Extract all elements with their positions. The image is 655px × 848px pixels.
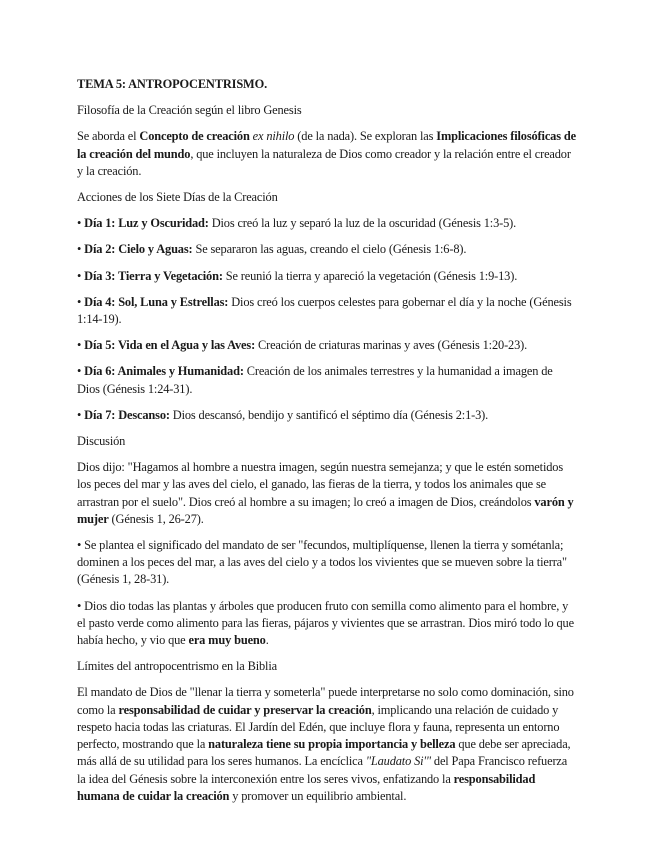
day-item-3: • Día 3: Tierra y Vegetación: Se reunió la tierra y apareció la vegetación (Génesis 1:9-13). (77, 268, 518, 283)
discussion-paragraph-1: Dios dijo: "Hagamos al hombre a nuestra imagen, según nuestra semejanza; y que le estén sometidos los peces del mar y las aves del cielo, el ganado, las fieras de la tierra, y todos los animales que se arrastran por el suelo". Dios creó al hombre a su imagen; lo creó a imagen de Dios, creándolos varón y mujer (Génesis 1, 26-27). (77, 460, 574, 526)
day-item-5: • Día 5: Vida en el Agua y las Aves: Creación de criaturas marinas y aves (Génesis 1:20-23). (77, 338, 528, 353)
days-heading: Acciones de los Siete Días de la Creación (77, 190, 278, 205)
limits-paragraph: El mandato de Dios de "llenar la tierra y someterla" puede interpretarse no solo como dominación, sino como la responsabilidad de cuidar y preservar la creación, implicando una relación de cuidado y respeto hacia todas las criaturas. El Jardín del Edén, que incluye flora y fauna, representa un entorno perfecto, mostrando que la naturaleza tiene su propia importancia y belleza que debe ser apreciada, más allá de su utilidad para los seres humanos. La encíclica "Laudato Si'" del Papa Francisco refuerza la idea del Génesis sobre la interconexión entre los seres vivos, enfatizando la responsabilidad humana de cuidar la creación y promover un equilibrio ambiental. (77, 685, 574, 803)
day-item-6: • Día 6: Animales y Humanidad: Creación de los animales terrestres y la humanidad a imagen de Dios (Génesis 1:24-31). (77, 364, 553, 396)
day-item-7: • Día 7: Descanso: Dios descansó, bendijo y santificó el séptimo día (Génesis 2:1-3). (77, 407, 489, 422)
page-title: TEMA 5: ANTROPOCENTRISMO. (77, 77, 268, 91)
limits-heading: Límites del antropocentrismo en la Biblia (77, 659, 277, 674)
day-item-2: • Día 2: Cielo y Aguas: Se separaron las aguas, creando el cielo (Génesis 1:6-8). (77, 242, 467, 257)
day-item-4: • Día 4: Sol, Luna y Estrellas: Dios creó los cuerpos celestes para gobernar el día y la noche (Génesis 1:14-19). (77, 294, 572, 327)
discussion-paragraph-2: • Se plantea el significado del mandato de ser "fecundos, multiplíquense, llenen la tierra y sométanla; dominen a los peces del mar, a las aves del cielo y a todos los vivientes que se mueven sobre la tierra" (Génesis 1, 28-31). (77, 538, 567, 587)
discussion-heading: Discusión (77, 434, 126, 449)
subtitle: Filosofía de la Creación según el libro Genesis (77, 103, 302, 118)
discussion-paragraph-3: • Dios dio todas las plantas y árboles que producen fruto con semilla como alimento para el hombre, y el pasto verde como alimento para las fieras, pájaros y vivientes que se arrastran. Dios miró todo lo que había hecho, y vio que era muy bueno. (77, 598, 574, 648)
day-item-1: • Día 1: Luz y Oscuridad: Dios creó la luz y separó la luz de la oscuridad (Génesis 1:3-5). (77, 216, 517, 231)
intro-paragraph: Se aborda el Concepto de creación ex nihilo (de la nada). Se exploran las Implicaciones filosóficas de la creación del mundo, que incluyen la naturaleza de Dios como creador y la relación entre el creador y la creación. (77, 129, 576, 178)
